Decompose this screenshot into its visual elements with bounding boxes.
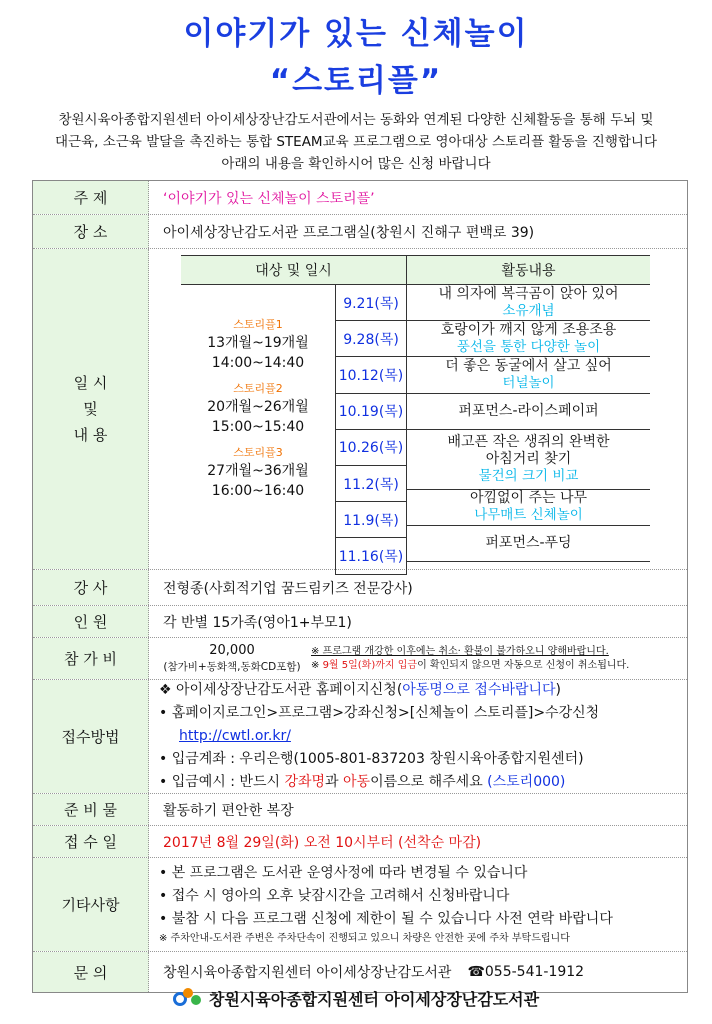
activity-cell [407, 430, 650, 490]
place-label: 장 소 [33, 215, 149, 248]
row-misc [33, 858, 687, 952]
intro-line: 아래의 내용을 확인하시어 많은 신청 바랍니다 [221, 156, 491, 172]
row-receipt [33, 826, 687, 858]
date-cell: 10.12(목) [336, 357, 406, 393]
fee-note-text: ※ 프로그램 개강한 이후에는 취소· 환불이 불가하오니 양해바랍니다. [311, 645, 609, 657]
apply-highlight: 아동 [343, 774, 371, 790]
date-cell: 11.2(목) [336, 466, 406, 502]
activity-sub: 풍선을 통한 다양한 놀이 [456, 338, 601, 355]
date-cell: 11.9(목) [336, 502, 406, 538]
apply-label: 접수방법 [33, 680, 149, 793]
activity-main: 퍼포먼스-푸딩 [485, 535, 572, 552]
fee-note-text: ※ [311, 659, 323, 671]
footer [0, 986, 712, 1010]
date-cell: 11.16(목) [336, 538, 406, 574]
row-topic [33, 181, 687, 215]
capacity-label: 인 원 [33, 606, 149, 637]
group-item [181, 317, 335, 373]
receipt-value: 2017년 8월 29일(화) 오전 10시부터 (선착순 마감) [163, 834, 482, 851]
schedule-cell [149, 249, 687, 569]
row-instructor [33, 570, 687, 606]
group-name: 스토리플3 [233, 446, 283, 459]
group-time: 14:00~14:40 [211, 355, 305, 371]
date-cell: 9.28(목) [336, 321, 406, 357]
apply-value [149, 680, 687, 793]
apply-highlight: 아동명으로 접수바랍니다 [402, 682, 556, 698]
apply-highlight: 강좌명 [284, 774, 326, 790]
apply-text: 과 [325, 774, 344, 790]
place-value: 아이세상장난감도서관 프로그램실(창원시 진해구 편백로 39) [163, 224, 535, 241]
activity-sub: 소유개념 [502, 302, 555, 319]
activity-main: 더 좋은 동굴에서 살고 싶어 [445, 357, 612, 374]
schedule-label-line: 내 용 [73, 426, 108, 444]
group-time: 15:00~15:40 [211, 419, 305, 435]
group-name: 스토리플2 [233, 382, 283, 395]
activity-column [407, 285, 650, 562]
date-cell: 9.21(목) [336, 285, 406, 321]
capacity-value: 각 반별 15가족(영아1+부모1) [163, 614, 352, 631]
activity-sub: 터널놀이 [502, 374, 555, 391]
misc-line: • 불참 시 다음 프로그램 신청에 제한이 될 수 있습니다 사전 연락 바랍니다 [159, 911, 613, 927]
schedule-label-line: 일 시 [73, 374, 108, 392]
topic-label: 주 제 [33, 181, 149, 214]
instructor-value: 전형종(사회적기업 꿈드림키즈 전문강사) [163, 580, 413, 597]
group-age: 20개월~26개월 [207, 399, 309, 415]
group-age: 27개월~36개월 [207, 463, 309, 479]
fee-amount-block [153, 642, 311, 675]
fee-note-2 [311, 659, 629, 673]
apply-line-1 [159, 679, 561, 702]
activity-cell [407, 394, 650, 430]
activity-cell [407, 321, 650, 357]
row-schedule [33, 249, 687, 570]
contact-phone: ☎055-541-1912 [467, 964, 585, 980]
fee-label: 참 가 비 [33, 638, 149, 679]
activity-main: 배고픈 작은 생쥐의 완벽한 [447, 433, 610, 450]
row-prepare [33, 794, 687, 826]
apply-text: • 입금예시 : 반드시 [159, 774, 285, 790]
activity-cell [407, 526, 650, 562]
contact-org: 창원시육아종합지원센터 아이세상장난감도서관 [163, 965, 452, 981]
apply-text: ) [555, 682, 561, 698]
activity-sub: 물건의 크기 비교 [478, 467, 579, 484]
schedule-header [181, 255, 650, 285]
misc-value [149, 858, 687, 951]
page-subtitle: “스토리플” [269, 63, 443, 99]
intro-line: 대근육, 소근육 발달을 촉진하는 통합 STEAM교육 프로그램으로 영아대상 스토리플 활동을 진행합니다 [54, 134, 658, 150]
intro-text [8, 109, 704, 175]
instructor-label: 강 사 [33, 570, 149, 605]
misc-label: 기타사항 [33, 858, 149, 951]
group-age: 13개월~19개월 [207, 335, 309, 351]
row-capacity [33, 606, 687, 638]
group-list [181, 317, 335, 509]
prepare-value: 활동하기 편안한 복장 [163, 802, 294, 819]
apply-line-3: • 입금계좌 : 우리은행(1005-801-837203 창원시육아종합지원센터) [159, 751, 584, 767]
group-item [181, 381, 335, 437]
apply-link-line [159, 725, 291, 748]
header-target: 대상 및 일시 [181, 256, 407, 284]
activity-main: 퍼포먼스-라이스페이퍼 [458, 402, 599, 419]
activity-main: 호랑이가 깨지 않게 조용조용 [440, 321, 617, 338]
activity-sub: 나무매트 신체놀이 [474, 507, 583, 524]
activity-cell [407, 285, 650, 321]
group-item [181, 445, 335, 501]
group-time: 16:00~16:40 [211, 483, 305, 499]
group-name: 스토리플1 [233, 318, 283, 331]
activity-main: 내 의자에 복극곰이 앉아 있어 [438, 285, 619, 302]
row-apply [33, 680, 687, 794]
activity-main-2: 아침거리 찾기 [485, 450, 572, 467]
row-fee [33, 638, 687, 680]
parking-note: ※ 주차안내-도서관 주변은 주차단속이 진행되고 있으니 차량은 안전한 곳에 주차 부탁드립니다 [159, 933, 570, 944]
activity-cell [407, 357, 650, 393]
apply-line-2: • 홈페이지로그인>프로그램>강좌신청>[신체놀이 스토리플]>수강신청 [159, 705, 600, 721]
schedule-label-line: 및 [83, 400, 98, 418]
misc-line: • 본 프로그램은 도서관 운영사정에 따라 변경될 수 있습니다 [159, 865, 528, 881]
footer-org-name: 창원시육아종합지원센터 아이세상장난감도서관 [208, 989, 540, 1009]
intro-line: 창원시육아종합지원센터 아이세상장난감도서관에서는 동화와 연계된 다양한 신체활동을 통해 두뇌 및 [58, 112, 654, 128]
fee-note-1 [311, 645, 629, 659]
date-cell: 10.26(목) [336, 430, 406, 466]
apply-highlight: (스토리000) [487, 774, 566, 790]
activity-cell [407, 490, 650, 526]
fee-note-highlight: 9월 5일(화)까지 입금 [322, 659, 418, 671]
info-table [32, 180, 688, 993]
schedule-label [33, 249, 149, 569]
page-title: 이야기가 있는 신체놀이 [183, 16, 529, 52]
date-column [335, 285, 407, 575]
apply-text: ❖ 아이세상장난감도서관 홈페이지신청( [159, 682, 403, 698]
misc-line: • 접수 시 영아의 오후 낮잠시간을 고려해서 신청바랍니다 [159, 888, 510, 904]
fee-detail: (참가비+동화책,동화CD포함) [163, 661, 301, 673]
apply-text: 이름으로 해주세요 [370, 774, 488, 790]
date-cell: 10.19(목) [336, 394, 406, 430]
fee-value [149, 638, 687, 679]
row-place [33, 215, 687, 249]
contact-label: 문 의 [33, 952, 149, 992]
fee-notes [311, 645, 629, 673]
header-activity: 활동내용 [501, 263, 556, 279]
topic-value: ‘이야기가 있는 신체놀이 스토리플’ [163, 190, 375, 207]
receipt-label: 접 수 일 [33, 826, 149, 857]
schedule-table [149, 249, 687, 569]
org-logo-icon [173, 986, 203, 1010]
homepage-link[interactable]: http://cwtl.or.kr/ [179, 728, 291, 744]
prepare-label: 준 비 물 [33, 794, 149, 825]
apply-line-4 [159, 771, 565, 794]
activity-main: 아낌없이 주는 나무 [469, 490, 588, 507]
fee-amount: 20,000 [209, 643, 255, 658]
fee-note-text: 이 확인되지 않으면 자동으로 신청이 취소됩니다. [417, 659, 630, 671]
